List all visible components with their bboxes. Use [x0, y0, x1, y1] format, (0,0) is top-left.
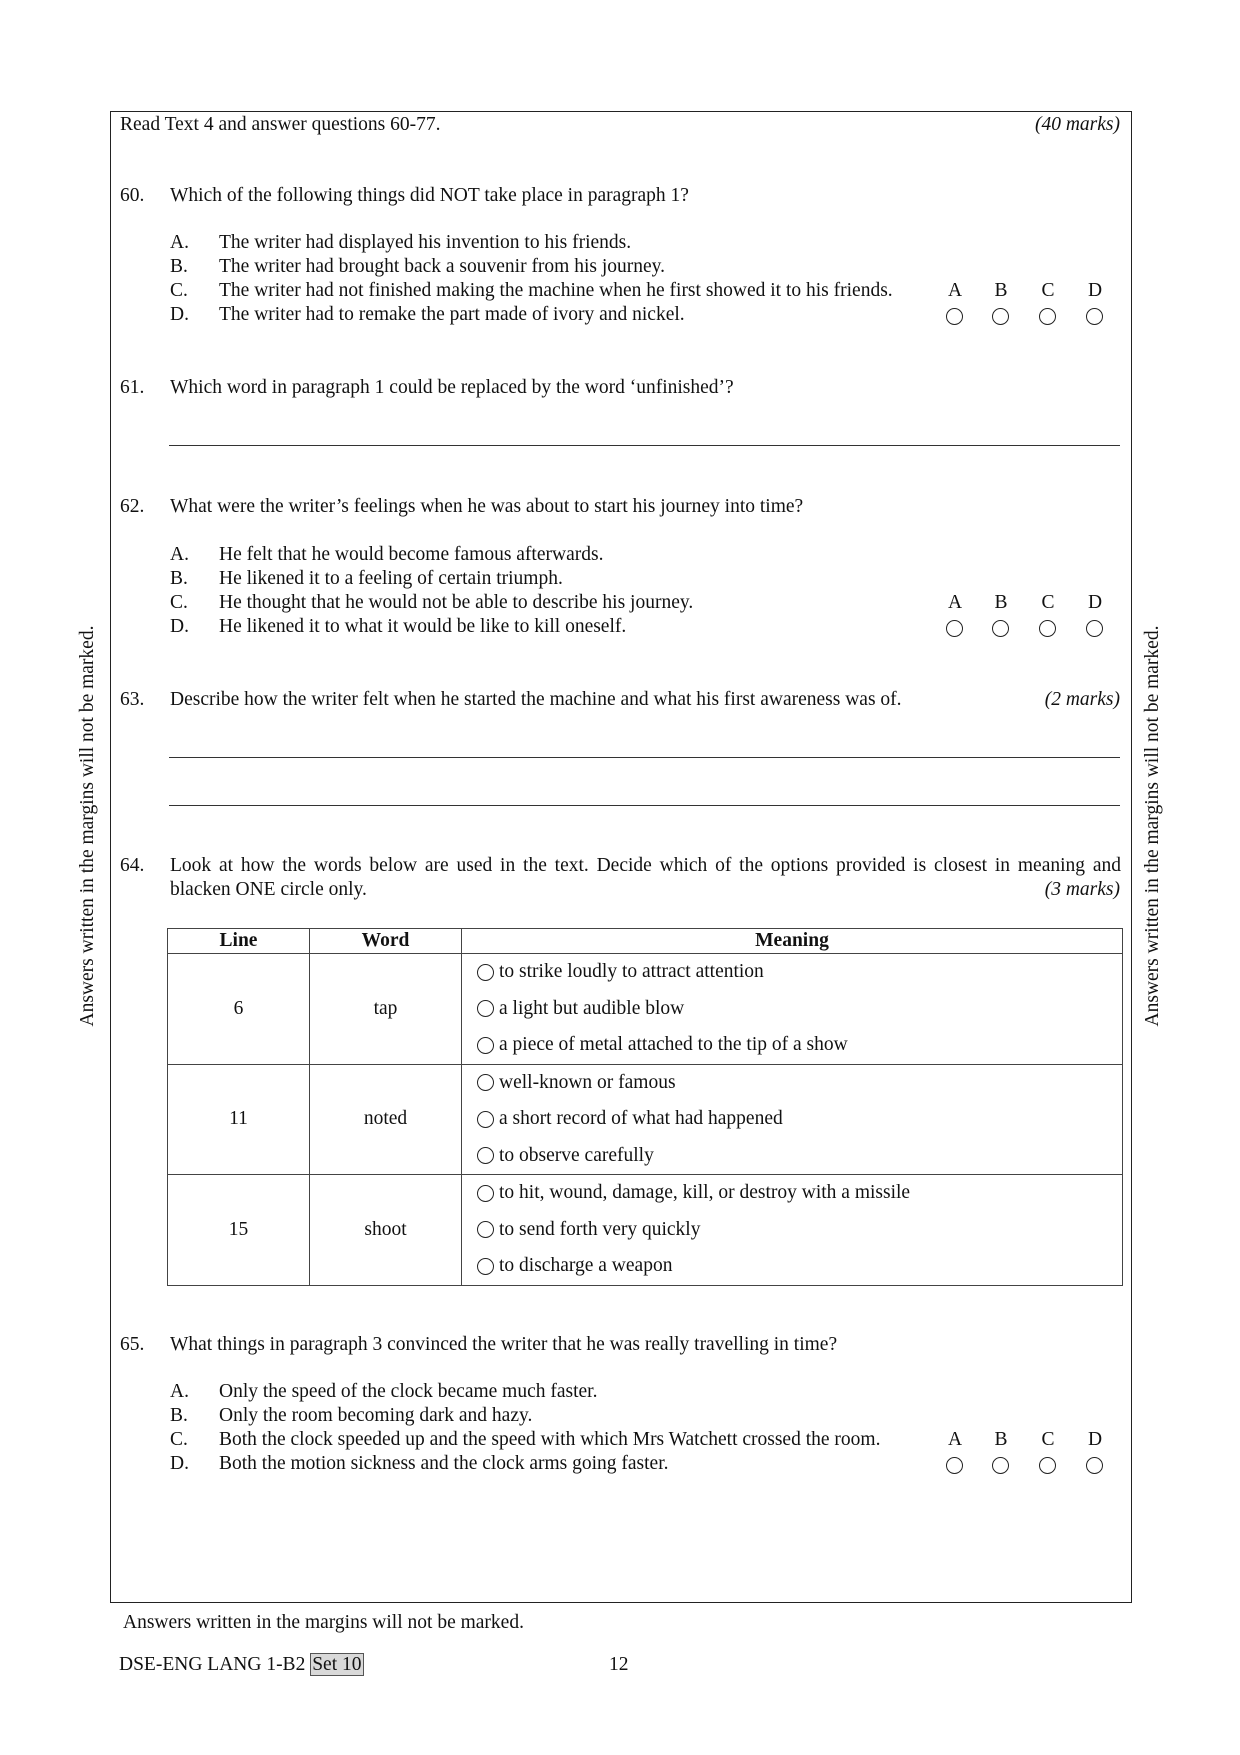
option-text: Both the clock speeded up and the speed with which Mrs Watchett crossed the room.: [219, 1429, 881, 1450]
option-letter: C.: [170, 1429, 188, 1450]
set-label: Set 10: [312, 1654, 362, 1675]
answer-bubble-c[interactable]: [1039, 308, 1056, 325]
option-text: Only the room becoming dark and hazy.: [219, 1405, 533, 1426]
meaning-text: to observe carefully: [499, 1144, 654, 1166]
intro-text: Read Text 4 and answer questions 60-77.: [120, 114, 441, 135]
word: tap: [310, 954, 462, 1065]
header-word: Word: [310, 929, 462, 954]
question-number: 61.: [120, 377, 145, 398]
bubble-label-b: B: [994, 280, 1008, 301]
question-number: 60.: [120, 185, 145, 206]
answer-circle[interactable]: [477, 1074, 494, 1091]
option-text: He likened it to what it would be like to kill oneself.: [219, 616, 627, 637]
table-row: [168, 954, 1123, 1065]
header-line: Line: [168, 929, 310, 954]
option-text: The writer had to remake the part made of ivory and nickel.: [219, 304, 685, 325]
table-header-row: [168, 929, 1123, 954]
question-number: 63.: [120, 689, 145, 710]
vocabulary-table: [167, 928, 1123, 1286]
option-letter: D.: [170, 1453, 189, 1474]
meaning-option[interactable]: [462, 1138, 1122, 1175]
answer-bubble-a[interactable]: [946, 308, 963, 325]
meaning-text: a short record of what had happened: [499, 1108, 783, 1130]
option-letter: A.: [170, 232, 189, 253]
answer-bubble-b[interactable]: [992, 620, 1009, 637]
line-number: 15: [168, 1175, 310, 1286]
question-text: Describe how the writer felt when he started the machine and what his first awareness was of.: [170, 689, 902, 710]
question-number: 62.: [120, 496, 145, 517]
question-text-continued: blacken ONE circle only.: [170, 879, 367, 900]
answer-circle[interactable]: [477, 1000, 494, 1017]
meaning-text: to hit, wound, damage, kill, or destroy with a missile: [499, 1182, 911, 1204]
meaning-options: [462, 1175, 1123, 1286]
bubble-label-d: D: [1087, 1429, 1103, 1450]
meaning-option[interactable]: [462, 1248, 1122, 1285]
answer-circle[interactable]: [477, 1221, 494, 1238]
page-number: 12: [609, 1654, 629, 1675]
meaning-option[interactable]: [462, 1175, 1122, 1212]
option-letter: B.: [170, 568, 188, 589]
table-row: [168, 1175, 1123, 1286]
meaning-text: a piece of metal attached to the tip of a show: [499, 1034, 848, 1056]
left-margin-notice: Answers written in the margins will not be marked.: [77, 625, 98, 1027]
question-marks: (2 marks): [1044, 689, 1120, 710]
option-letter: C.: [170, 280, 188, 301]
meaning-option[interactable]: [462, 1212, 1122, 1249]
meaning-option[interactable]: [462, 1027, 1122, 1064]
option-text: The writer had displayed his invention to his friends.: [219, 232, 632, 253]
answer-bubble-c[interactable]: [1039, 1457, 1056, 1474]
paper-code: DSE-ENG LANG 1-B2: [119, 1654, 306, 1675]
bubble-label-d: D: [1087, 592, 1103, 613]
option-letter: A.: [170, 544, 189, 565]
option-text: The writer had brought back a souvenir from his journey.: [219, 256, 666, 277]
option-letter: D.: [170, 304, 189, 325]
answer-bubble-a[interactable]: [946, 620, 963, 637]
answer-circle[interactable]: [477, 1037, 494, 1054]
answer-bubble-d[interactable]: [1086, 620, 1103, 637]
answer-line[interactable]: [169, 445, 1120, 446]
bubble-label-a: A: [947, 280, 963, 301]
footer-margin-notice: Answers written in the margins will not be marked.: [123, 1612, 524, 1633]
word: shoot: [310, 1175, 462, 1286]
line-number: 11: [168, 1064, 310, 1175]
meaning-options: [462, 1064, 1123, 1175]
option-letter: B.: [170, 1405, 188, 1426]
answer-bubble-d[interactable]: [1086, 308, 1103, 325]
bubble-label-b: B: [994, 1429, 1008, 1450]
answer-bubble-c[interactable]: [1039, 620, 1056, 637]
answer-line[interactable]: [169, 805, 1120, 806]
meaning-text: to send forth very quickly: [499, 1218, 701, 1240]
option-letter: D.: [170, 616, 189, 637]
question-text: Look at how the words below are used in the text. Decide which of the options provided is closest in meaning and: [170, 855, 1121, 876]
meaning-option[interactable]: [462, 1101, 1122, 1138]
answer-circle[interactable]: [477, 1185, 494, 1202]
footer-paper-code: [119, 1653, 364, 1677]
answer-circle[interactable]: [477, 1147, 494, 1164]
answer-bubble-b[interactable]: [992, 308, 1009, 325]
meaning-option[interactable]: [462, 1065, 1122, 1102]
answer-circle[interactable]: [477, 1111, 494, 1128]
question-number: 65.: [120, 1334, 145, 1355]
option-text: The writer had not finished making the machine when he first showed it to his friends.: [219, 280, 893, 301]
bubble-label-b: B: [994, 592, 1008, 613]
question-marks: (3 marks): [1044, 879, 1120, 900]
meaning-option[interactable]: [462, 954, 1122, 991]
intro-marks: (40 marks): [1034, 114, 1120, 135]
meaning-options: [462, 954, 1123, 1065]
option-text: He thought that he would not be able to describe his journey.: [219, 592, 694, 613]
option-text: Both the motion sickness and the clock arms going faster.: [219, 1453, 669, 1474]
line-number: 6: [168, 954, 310, 1065]
word: noted: [310, 1064, 462, 1175]
answer-circle[interactable]: [477, 1258, 494, 1275]
bubble-label-c: C: [1041, 592, 1055, 613]
meaning-text: to strike loudly to attract attention: [499, 961, 764, 983]
option-text: Only the speed of the clock became much faster.: [219, 1381, 598, 1402]
option-text: He likened it to a feeling of certain triumph.: [219, 568, 563, 589]
meaning-text: a light but audible blow: [499, 997, 685, 1019]
option-letter: B.: [170, 256, 188, 277]
answer-bubble-b[interactable]: [992, 1457, 1009, 1474]
question-text: What things in paragraph 3 convinced the writer that he was really travelling in time?: [170, 1334, 838, 1355]
question-text: What were the writer’s feelings when he was about to start his journey into time?: [170, 496, 804, 517]
bubble-label-c: C: [1041, 280, 1055, 301]
table-row: [168, 1064, 1123, 1175]
answer-circle[interactable]: [477, 964, 494, 981]
meaning-text: to discharge a weapon: [499, 1255, 673, 1277]
header-meaning: Meaning: [462, 929, 1123, 954]
meaning-text: well-known or famous: [499, 1071, 676, 1093]
question-text: Which of the following things did NOT take place in paragraph 1?: [170, 185, 689, 206]
answer-line[interactable]: [169, 757, 1120, 758]
meaning-option[interactable]: [462, 991, 1122, 1028]
right-margin-notice: Answers written in the margins will not be marked.: [1142, 625, 1163, 1027]
option-letter: C.: [170, 592, 188, 613]
option-text: He felt that he would become famous afterwards.: [219, 544, 604, 565]
answer-bubble-a[interactable]: [946, 1457, 963, 1474]
option-letter: A.: [170, 1381, 189, 1402]
bubble-label-c: C: [1041, 1429, 1055, 1450]
answer-bubble-d[interactable]: [1086, 1457, 1103, 1474]
question-text: Which word in paragraph 1 could be replaced by the word ‘unfinished’?: [170, 377, 734, 398]
bubble-label-a: A: [947, 592, 963, 613]
bubble-label-a: A: [947, 1429, 963, 1450]
question-number: 64.: [120, 855, 145, 876]
bubble-label-d: D: [1087, 280, 1103, 301]
